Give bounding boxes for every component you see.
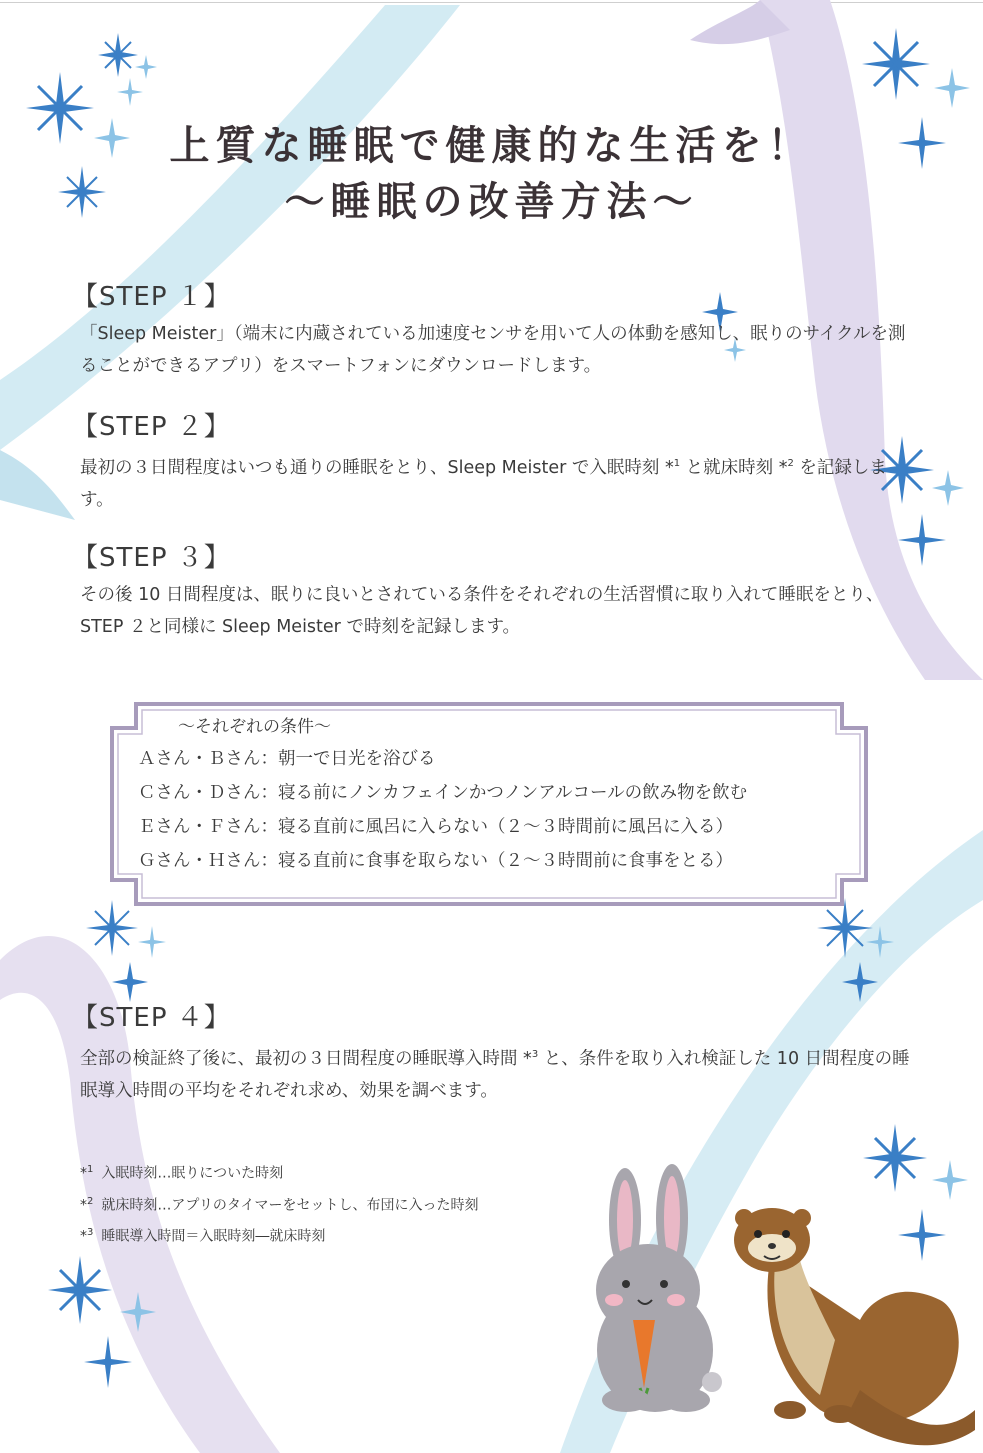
condition-cd: Ｃさん・Ｄさん：寝る前にノンカフェインかつノンアルコールの飲み物を飲む (138, 783, 748, 803)
step-4-section (72, 1001, 912, 1107)
step-2-text-b: と就床時刻 * (680, 457, 788, 478)
footnote-2: *$^2$ 就床時刻…アプリのタイマーをセットし、布団に入った時刻 (80, 1195, 479, 1214)
ferret-illustration (734, 1208, 975, 1445)
step-4-text (80, 1039, 912, 1107)
step-4-text-a: 全部の検証終了後に、最初の３日間程度の睡眠導入時間 * (80, 1048, 532, 1069)
step-3-heading: 【STEP ３】 (72, 543, 231, 573)
conditions-box (110, 702, 868, 906)
step-1-section (72, 280, 912, 382)
footnote-1: *$^1$ 入眠時刻…眠りについた時刻 (80, 1164, 284, 1182)
footnote-ref-3: 3 (531, 1049, 539, 1060)
step-2-text-a: 最初の３日間程度はいつも通りの睡眠をとり、Sleep Meister で入眠時刻 * (80, 457, 674, 478)
conditions-title: ～それぞれの条件～ (178, 717, 331, 737)
step-4-heading: 【STEP ４】 (72, 1003, 231, 1033)
condition-gh: Ｇさん・Ｈさん：寝る直前に食事を取らない（２～３時間前に食事をとる） (138, 851, 733, 871)
footnote-ref-1: 1 (673, 458, 681, 469)
step-4-text-b: と、条件を取り入れ検証した 10 日間程度の睡眠導入時間の平均をそれぞれ求め、効果を調べます。 (80, 1048, 910, 1101)
step-3-section (72, 541, 912, 643)
page-title (0, 118, 983, 230)
footnote-ref-2: 2 (787, 458, 794, 469)
step-2-heading: 【STEP ２】 (72, 412, 231, 442)
sparkle-group-bottom-right (863, 1124, 968, 1261)
step-1-heading: 【STEP １】 (72, 282, 231, 312)
step-2-text-c: を記録します。 (80, 457, 887, 510)
footnote-3: *$^3$ 睡眠導入時間＝入眠時刻―就床時刻 (80, 1227, 326, 1245)
condition-ef: Ｅさん・Ｆさん：寝る直前に風呂に入らない（２～３時間前に風呂に入る） (138, 817, 733, 837)
step-2-text (80, 448, 912, 516)
step-3-text: その後 10 日間程度は、眠りに良いとされている条件をそれぞれの生活習慣に取り入れて睡眠をとり、STEP ２と同様に Sleep Meister で時刻を記録します。 (80, 585, 884, 637)
conditions-content (138, 712, 858, 878)
title-line-1: 上質な睡眠で健康的な生活を！ (169, 123, 814, 169)
step-1-text: 「Sleep Meister」（端末に内蔵されている加速度センサを用いて人の体動を感知し、眠りのサイクルを測ることができるアプリ）をスマートフォンにダウンロードします。 (80, 324, 906, 376)
step-2-section (72, 410, 912, 516)
footnotes (80, 1156, 479, 1251)
title-line-2: ～睡眠の改善方法～ (284, 179, 699, 225)
ribbon-blue-top-curl (0, 450, 75, 520)
condition-ab: Ａさん・Ｂさん：朝一で日光を浴びる (138, 749, 436, 769)
